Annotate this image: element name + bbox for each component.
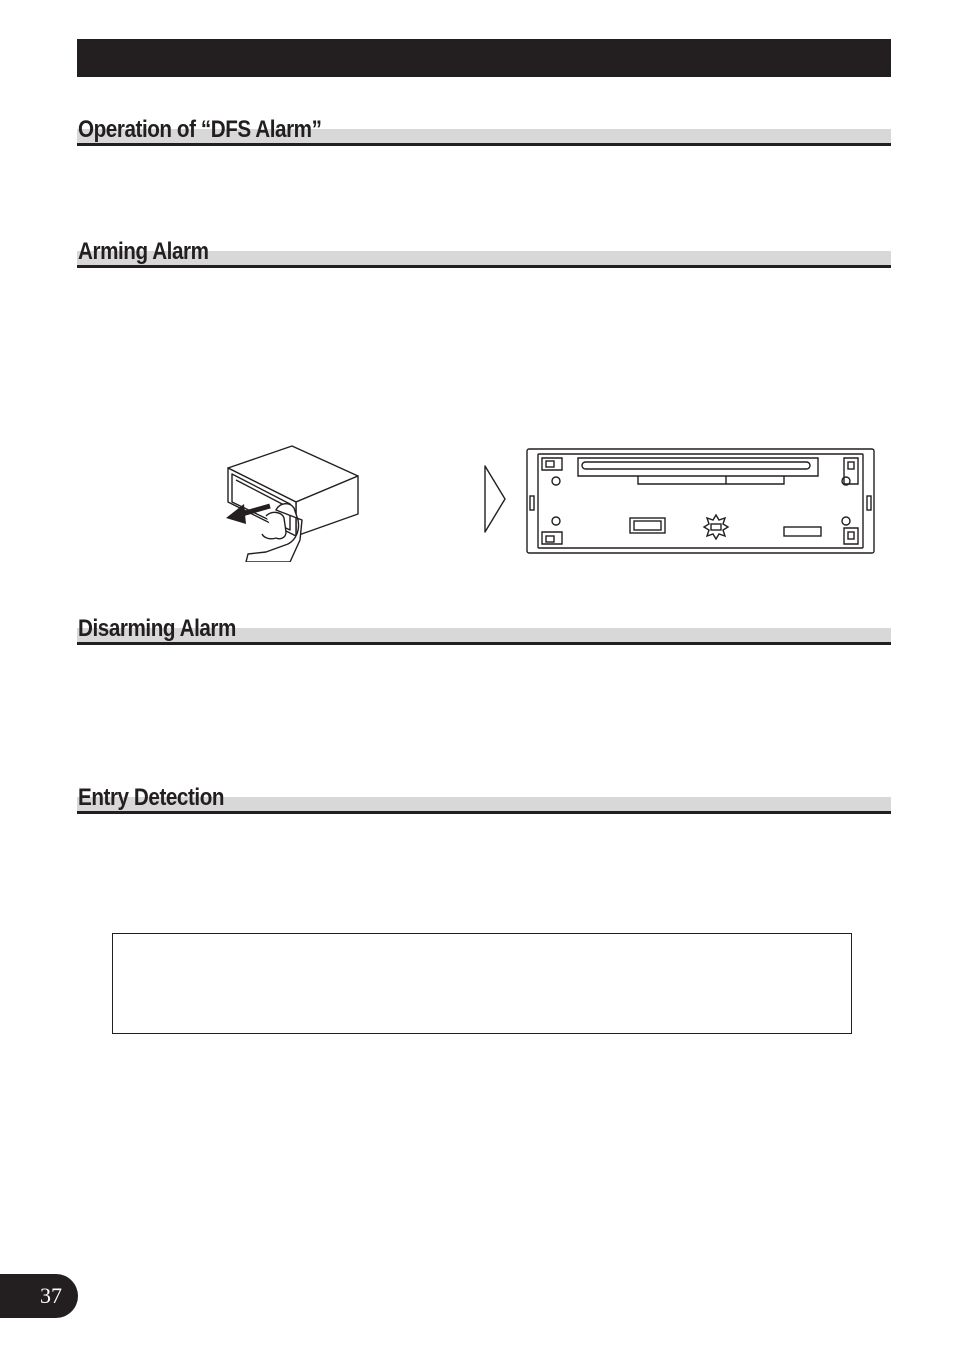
remove-panel-illustration bbox=[220, 440, 370, 562]
section-header-disarming bbox=[77, 617, 891, 645]
section-header-entry bbox=[77, 786, 891, 814]
note-box bbox=[112, 933, 852, 1034]
section-header-arming bbox=[77, 240, 891, 268]
section-title-entry: Entry Detection bbox=[78, 784, 225, 811]
section-header-operation bbox=[77, 118, 891, 146]
right-arrow-icon bbox=[482, 463, 508, 535]
header-bar bbox=[77, 39, 891, 77]
section-title-disarming: Disarming Alarm bbox=[78, 615, 236, 642]
page-number-tab bbox=[0, 1274, 78, 1318]
section-title-operation: Operation of “DFS Alarm” bbox=[78, 116, 322, 143]
page-number: 37 bbox=[40, 1283, 62, 1308]
head-unit-illustration bbox=[526, 448, 876, 555]
section-title-arming: Arming Alarm bbox=[78, 238, 209, 265]
